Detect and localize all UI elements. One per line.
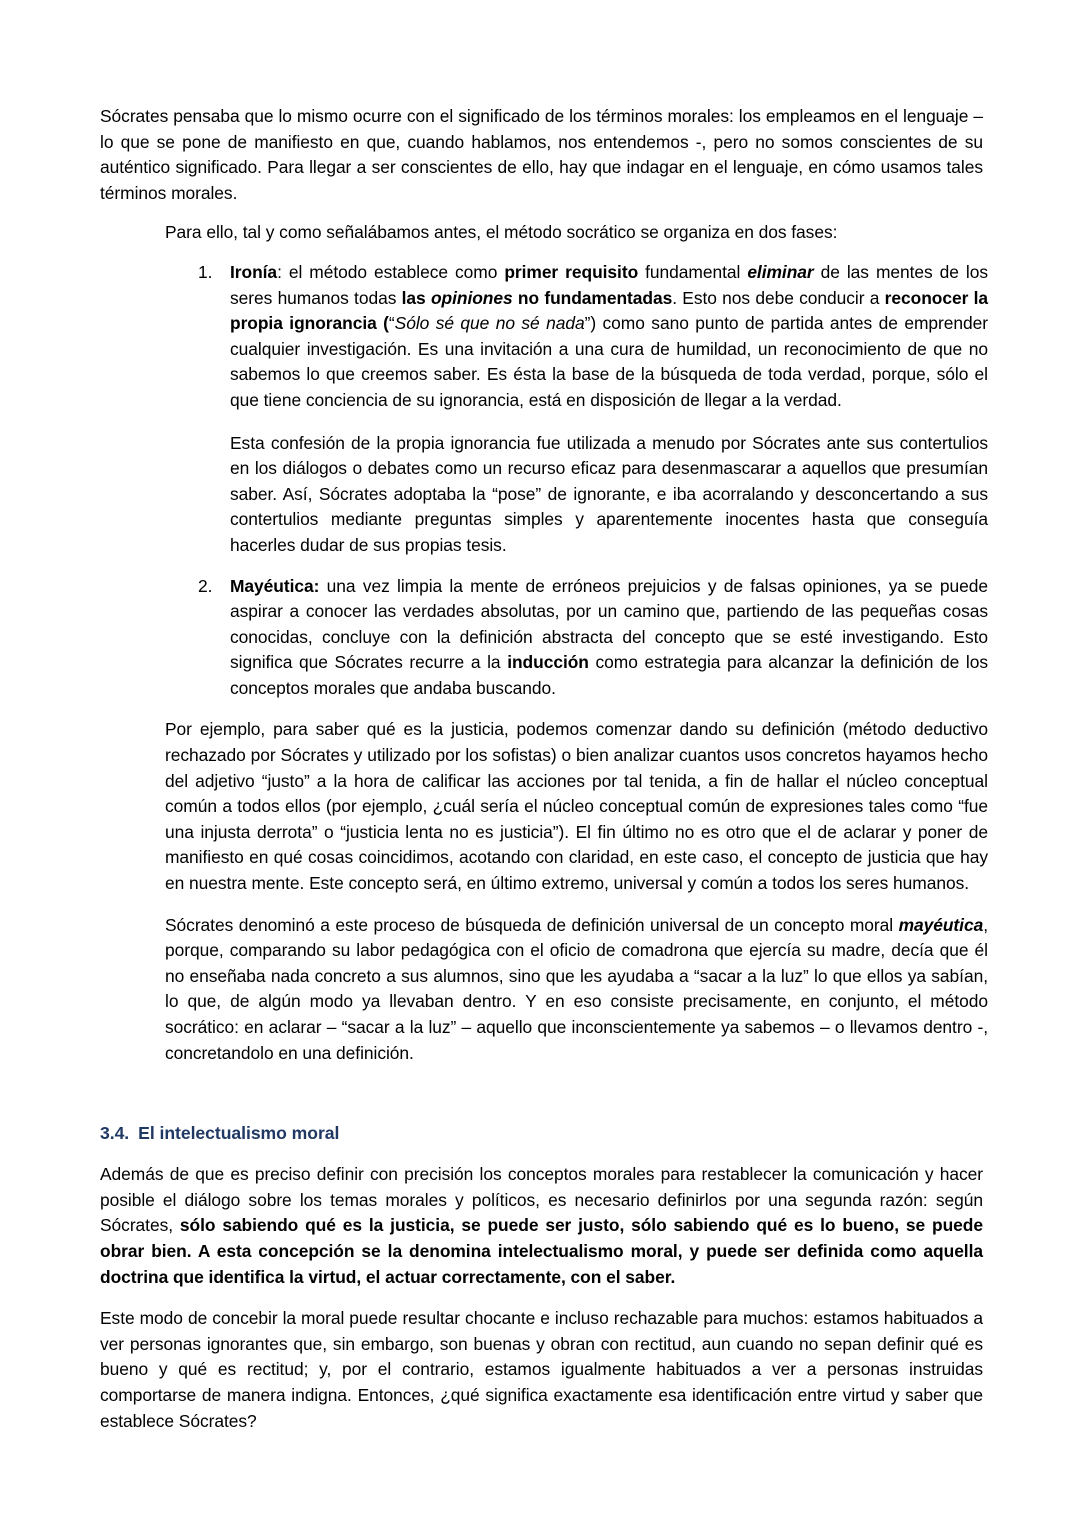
ironia-quote-open: “ (388, 313, 395, 334)
mayeutica-term: mayéutica (898, 914, 984, 935)
ironia-bolditalic-1: eliminar (747, 261, 814, 282)
ironia-paragraph-2: Esta confesión de la propia ignorancia fue utilizada a menudo por Sócrates ante sus contertulios en los diálogos o debates como un recurso eficaz para desenmascarar a aquellos que presumían saber. Así, Sócrates adoptaba la “pose” de ignorante, e iba acorralando y desconcertando a sus contertulios mediante preguntas simples y aparentemente inocentes hasta que conseguía hacerles dudar de sus propias tesis. (230, 432, 988, 555)
list-item-ironia (230, 260, 988, 559)
ironia-bold-1: primer requisito (504, 261, 639, 282)
intellectualism-paragraph-2: Este modo de concebir la moral puede resultar chocante e incluso rechazable para muchos: estamos habituados a ver personas ignorantes que, sin embargo, son buenas y obran con rectitud, aun cuando no sepan definir qué es bueno y qué es rectitud; y, por el contrario, estamos igualmente habituados a ver a personas instruidas comportarse de manera indigna. Entonces, ¿qué significa exactamente esa identificación entre virtud y saber que establece Sócrates? (100, 1308, 983, 1431)
intellectualism-p1-bold: sólo sabiendo qué es la justicia, se puede ser justo, sólo sabiendo qué es lo bueno, se puede obrar bien. A esta concepción se la denomina intelectualismo moral, y puede ser definida como aquella doctrina que identifica la virtud, el actuar correctamente, con el saber. (100, 1215, 983, 1287)
intellectualism-p1-part1: Además de que es preciso definir con precisión los conceptos morales para restablecer la comunicación y hacer posible el diálogo sobre los temas morales y políticos, es necesario definirlos por una segunda razón: según Sócrates, (100, 1164, 983, 1236)
list-marker-2 (198, 574, 224, 600)
ironia-text-1: fundamental (638, 261, 748, 282)
ironia-bolditalic-2: opiniones (430, 287, 513, 308)
lead-in-paragraph: Para ello, tal y como señalábamos antes, el método socrático se organiza en dos fases: (165, 222, 838, 243)
ironia-title: Ironía (230, 261, 278, 282)
section-title: El intelectualismo moral (138, 1123, 340, 1144)
phases-list (100, 260, 988, 702)
list-marker-1 (198, 260, 224, 286)
intro-paragraph: Sócrates pensaba que lo mismo ocurre con el significado de los términos morales: los empleamos en el lenguaje – lo que se pone de manifiesto en que, cuando hablamos, nos entendemos -, pero no somos conscientes de su auténtico significado. Para llegar a ser conscientes de ello, hay que indagar en el lenguaje, en cómo usamos tales términos morales. (100, 106, 983, 203)
section-heading-container (100, 1121, 988, 1145)
example-paragraph: Por ejemplo, para saber qué es la justicia, podemos comenzar dando su definición (método deductivo rechazado por Sócrates y utilizado por los sofistas) o bien analizar cuantos usos concretos hayamos hecho del adjetivo “justo” a la hora de calificar las acciones por tal tenida, a fin de hallar el núcleo conceptual común a todos ellos (por ejemplo, ¿cuál sería el núcleo conceptual común de expresiones tales como “fue una injusta derrota” o “justicia lenta no es justicia”). El fin último no es otro que el de aclarar y poner de manifiesto en qué cosas coincidimos, acotando con claridad, en este caso, el concepto de justicia que hay en nuestra mente. Este concepto será, en último extremo, universal y común a todos los seres humanos. (165, 719, 988, 894)
mayeutica-def-part1: Sócrates denominó a este proceso de búsqueda de definición universal de un concepto moral (165, 914, 899, 935)
ironia-text-4: ”) como sano punto de partida antes de emprender cualquier investigación. Es una invitación a una cura de humildad, un reconocimiento de que no sabemos lo que creemos saber. Es ésta la base de la búsqueda de toda verdad, porque, sólo el que tiene conciencia de su ignorancia, está en disposición de llegar a la verdad. (230, 313, 988, 410)
mayeutica-text-2: como estrategia para alcanzar la definición de los conceptos morales que andaba buscando. (230, 652, 988, 698)
ironia-bold-4: reconocer la propia ignorancia ( (230, 287, 988, 334)
mayeutica-text-1: una vez limpia la mente de erróneos prejuicios y de falsas opiniones, ya se puede aspirar a conocer las verdades absolutas, por un camino que, partiendo de las pequeñas cosas conocidas, concluye con la definición abstracta del concepto que se esté investigando. Esto significa que Sócrates recurre a la (230, 575, 988, 673)
mayeutica-title: Mayéutica: (230, 575, 320, 596)
section-heading (100, 1121, 988, 1145)
list-item-ironia-text (230, 260, 988, 414)
list-item-mayeutica (230, 574, 988, 702)
mayeutica-definition-paragraph (165, 913, 988, 1067)
intellectualism-paragraph-1 (100, 1162, 983, 1290)
list-item-mayeutica-text (230, 574, 988, 702)
mayeutica-bold-1: inducción (507, 652, 589, 673)
mayeutica-def-part2: , porque, comparando su labor pedagógica con el oficio de comadrona que ejercía su madre, decía que él no enseñaba nada concreto a sus alumnos, sino que les ayudaba a “sacar a la luz” lo que ellos ya sabían, lo que, de algún modo ya llevaban dentro. Y en eso consiste precisamente, en conjunto, el método socrático: en aclarar – “sacar a la luz” – aquello que inconscientemente ya sabemos – o llevamos dentro -, concretandolo en una definición. (165, 914, 988, 1063)
ironia-bold-3: no fundamentadas (512, 287, 673, 308)
section-number: 3.4. (100, 1123, 130, 1144)
ironia-italic-quote: Sólo sé que no sé nada (394, 313, 585, 334)
ironia-bold-2: las (401, 287, 431, 308)
ironia-sep: : el método establece como (277, 261, 505, 282)
ironia-text-2: de las mentes de los seres humanos todas (230, 261, 988, 308)
ironia-text-3: . Esto nos debe conducir a (672, 287, 885, 308)
